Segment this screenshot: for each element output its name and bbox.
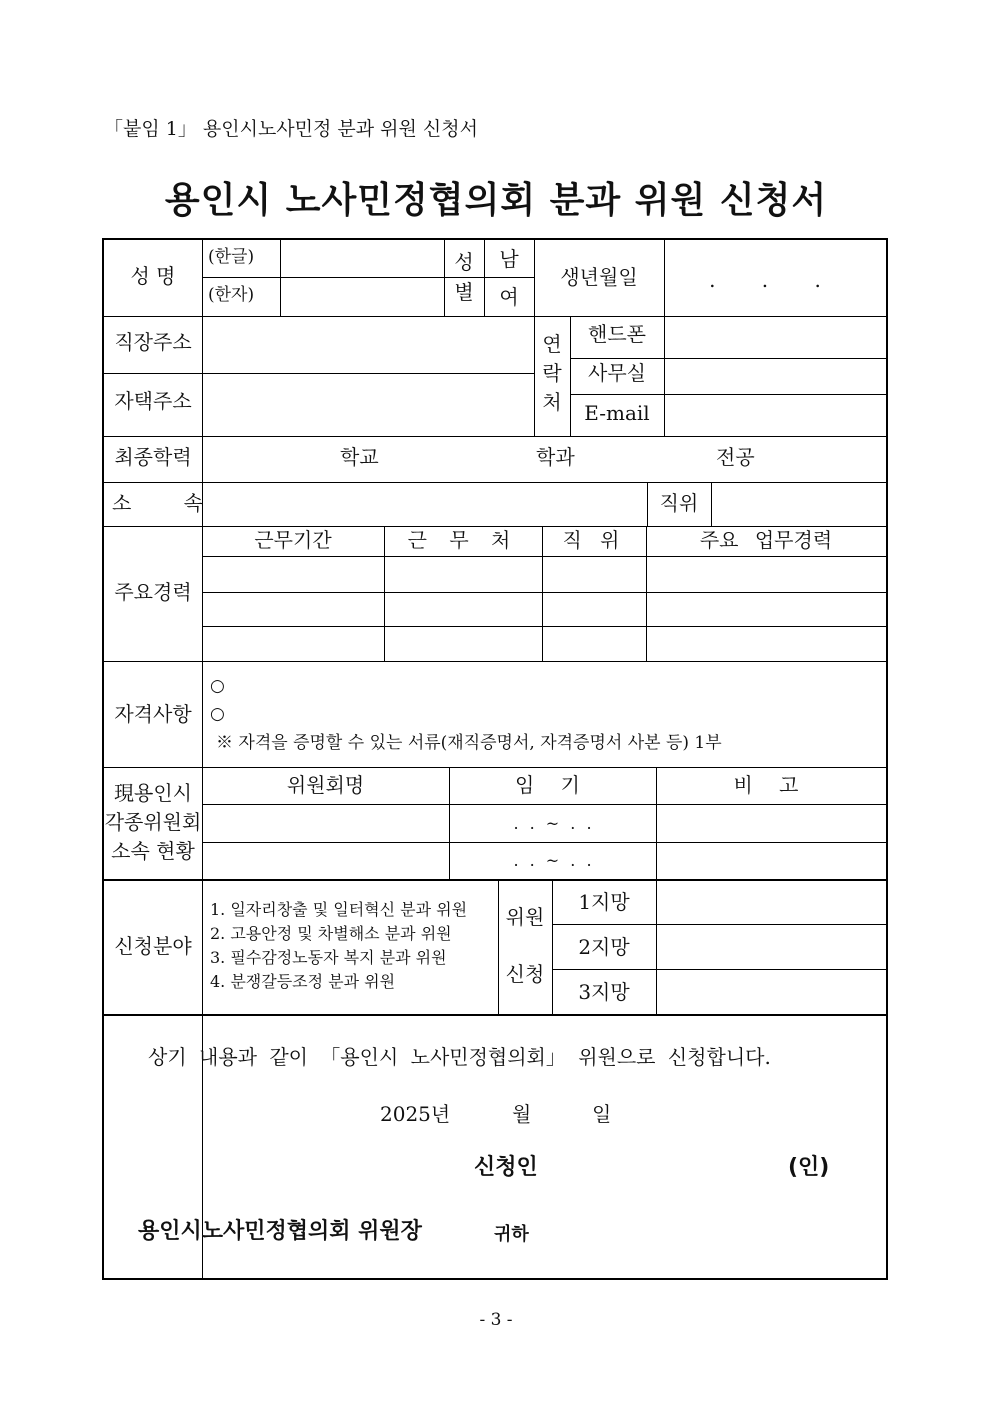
qualification-bullet-1: ○ [210, 676, 225, 696]
committees-label-2: 각종위원회 [104, 810, 202, 834]
email-label: E-mail [584, 401, 650, 425]
office-phone-label: 사무실 [588, 361, 646, 385]
choice-1-label: 1지망 [578, 890, 630, 914]
department-label: 학과 [536, 445, 575, 469]
choice-3-label: 3지망 [578, 980, 630, 1004]
career-header-duties: 주요 업무경력 [699, 528, 833, 552]
field-option-1: 1. 일자리창출 및 일터혁신 분과 위원 [210, 900, 468, 919]
committees-label-3: 소속 현황 [111, 839, 195, 863]
birthdate-field[interactable]: . . . [709, 268, 841, 292]
application-form-table [102, 238, 888, 1280]
committee-header-term: 임 기 [515, 773, 590, 797]
addressee: 용인시노사민정협의회 위원장 [138, 1219, 422, 1244]
attachment-label: 「붙임 1」 용인시노사민정 분과 위원 신청서 [104, 118, 478, 140]
name-label: 성 명 [130, 264, 176, 288]
qualification-note: ※ 자격을 증명할 수 있는 서류(재직증명서, 자격증명서 사본 등) 1부 [216, 733, 722, 753]
choice-2-label: 2지망 [578, 935, 630, 959]
career-label: 주요경력 [114, 580, 192, 604]
field-option-3: 3. 필수감정노동자 복지 분과 위원 [210, 948, 447, 967]
field-label: 신청분야 [114, 934, 192, 958]
career-header-period: 근무기간 [254, 528, 332, 552]
label-column-divider [202, 240, 203, 1278]
qualification-bullet-2: ○ [210, 704, 225, 724]
seal-label: (인) [788, 1155, 830, 1180]
gender-male-option[interactable]: 남 [499, 247, 519, 271]
education-label: 최종학력 [114, 445, 192, 469]
qualification-label: 자격사항 [114, 702, 192, 726]
birthdate-label: 생년월일 [560, 265, 638, 289]
applicant-label: 신청인 [474, 1155, 538, 1180]
gender-label-1: 성 [454, 250, 474, 274]
declaration-statement: 상기 내용과 같이 「용인시 노사민정협의회」 위원으로 신청합니다. [148, 1045, 771, 1069]
home-address-label: 자택주소 [114, 389, 192, 413]
affiliation-label: 소 속 [112, 491, 203, 515]
career-header-position: 직 위 [562, 528, 626, 552]
school-label: 학교 [340, 445, 379, 469]
committee-header-note: 비 고 [733, 773, 809, 797]
committee-term-2[interactable]: . . ~ . . [513, 851, 592, 870]
committee-header-name: 위원회명 [286, 773, 365, 797]
contact-label-1: 연 [542, 332, 562, 356]
contact-label-3: 처 [542, 390, 562, 414]
hanja-label: (한자) [208, 285, 255, 305]
committees-label-1: 現용인시 [114, 781, 192, 805]
honorific: 귀하 [494, 1224, 529, 1245]
work-address-label: 직장주소 [114, 330, 192, 354]
career-header-workplace: 근 무 처 [407, 528, 519, 552]
field-option-2: 2. 고용안정 및 차별해소 분과 위원 [210, 924, 452, 943]
apply-label-2: 신청 [505, 962, 545, 986]
apply-label-1: 위원 [505, 905, 545, 929]
declaration-month: 월 [512, 1102, 532, 1126]
major-label: 전공 [716, 445, 755, 469]
mobile-label: 핸드폰 [588, 322, 646, 346]
page-number: - 3 - [479, 1310, 513, 1330]
field-option-4: 4. 분쟁갈등조정 분과 위원 [210, 972, 396, 991]
gender-label-2: 별 [454, 280, 474, 304]
contact-label-2: 락 [542, 361, 562, 385]
form-title: 용인시 노사민정협의회 분과 위원 신청서 [164, 180, 828, 221]
hangul-label: (한글) [208, 247, 255, 267]
gender-female-option[interactable]: 여 [499, 285, 519, 309]
declaration-day: 일 [592, 1102, 612, 1126]
committee-term-1[interactable]: . . ~ . . [513, 814, 592, 833]
declaration-year: 2025년 [380, 1102, 451, 1126]
position-label: 직위 [659, 491, 699, 515]
